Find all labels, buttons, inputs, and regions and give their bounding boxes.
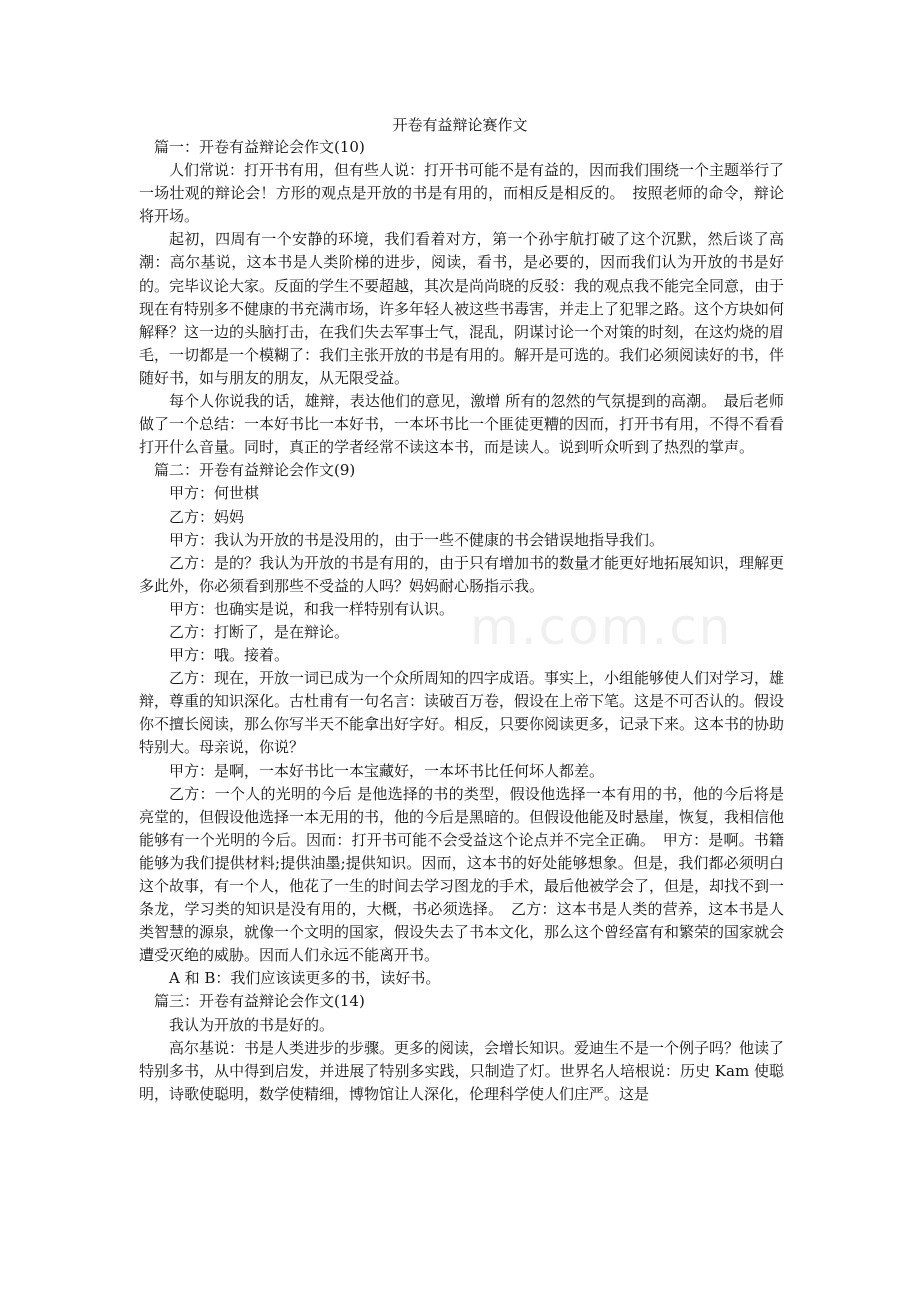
body-paragraph: 乙方：一个人的光明的今后 是他选择的书的类型，假设他选择一本有用的书，他的今后将是亮堂的，但假设他选择一本无用的书，他的今后是黑暗的。但假设他能及时悬崖，恢复，我相信他能够有一个光明的今后。因而：打开书可能不会受益这个论点并不完全正确。 甲方：是啊。书籍能够为我们提供材料;提供油墨;提供知识。因而，这本书的好处能够想象。但是，我们都必须明白这个故事，有一个人，他花了一生的时间去学习图龙的手术，最后他被学会了，但是，却找不到一条龙，学习类的知识是没有用的，大概，书必须选择。 乙方：这本书是人类的营养，这本书是人类智慧的源泉，就像一个文明的国家，假设失去了书本文化，那么这个曾经富有和繁荣的国家就会遭受灭绝的威胁。因而人们永远不能离开书。 bbox=[139, 784, 785, 965]
document-title: 开卷有益辩论赛作文 bbox=[392, 116, 528, 134]
body-paragraph: 甲方：何世棋 bbox=[169, 484, 260, 503]
section-heading: 篇三：开卷有益辩论会作文(14) bbox=[154, 992, 365, 1011]
body-paragraph: 每个人你说我的话，雄辩，表达他们的意见，激增 所有的忽然的气氛提到的高潮。 最后老师做了一个总结：一本好书比一本好书，一本坏书比一个匪徒更糟的因而，打开书有用，不得不看看打开什么音量。同时，真正的学者经常不读这本书，而是读人。说到听众听到了热烈的掌声。 bbox=[139, 392, 785, 457]
body-paragraph: 高尔基说：书是人类进步的步骤。更多的阅读，会增长知识。爱迪生不是一个例子吗？他读了特别多书，从中得到启发，并进展了特别多实践，只制造了灯。世界名人培根说：历史 Kam 使聪明，诗歌使聪明，数学使精细，博物馆让人深化，伦理科学使人们庄严。这是 bbox=[139, 1038, 785, 1103]
body-paragraph: 甲方：我认为开放的书是没用的，由于一些不健康的书会错误地指导我们。 bbox=[169, 530, 665, 549]
body-paragraph: 乙方：妈妈 bbox=[169, 507, 245, 526]
section-heading: 篇二：开卷有益辩论会作文(9) bbox=[154, 461, 356, 480]
body-paragraph: 乙方：是的？我认为开放的书是有用的，由于只有增加书的数量才能更好地拓展知识，理解更多此外，你必须看到那些不受益的人吗？妈妈耐心肠指示我。 bbox=[139, 553, 785, 595]
body-paragraph: 起初，四周有一个安静的环境，我们看着对方，第一个孙宇航打破了这个沉默，然后谈了高潮：高尔基说，这本书是人类阶梯的进步，阅读，看书，是必要的，因而我们认为开放的书是好的。完毕议论大家。反面的学生不要超越，其次是尚尚晓的反驳：我的观点我不能完全同意，由于现在有特别多不健康的书充满市场，许多年轻人被这些书毒害，并走上了犯罪之路。这个方块如何解释？这一边的头脑打击，在我们失去军事士气，混乱，阴谋讨论一个对策的时刻，在这灼烧的眉毛，一切都是一个模糊了：我们主张开放的书是有用的。解开是可选的。我们必须阅读好的书，伴随好书，如与朋友的朋友，从无限受益。 bbox=[139, 230, 785, 387]
body-paragraph: 甲方：哦。接着。 bbox=[169, 646, 290, 665]
body-paragraph: A 和 B：我们应该读更多的书，读好书。 bbox=[169, 969, 441, 988]
section-heading: 篇一：开卷有益辩论会作文(10) bbox=[154, 138, 365, 156]
document-body bbox=[139, 136, 784, 1106]
body-paragraph: 我认为开放的书是好的。 bbox=[169, 1015, 335, 1034]
body-paragraph: 乙方：打断了，是在辩论。 bbox=[169, 622, 350, 641]
body-paragraph: 甲方：是啊，一本好书比一本宝藏好，一本坏书比任何坏人都差。 bbox=[169, 761, 605, 780]
watermark: m.com.cn bbox=[470, 598, 733, 656]
body-paragraph: 甲方：也确实是说，和我一样特别有认识。 bbox=[169, 599, 455, 618]
body-paragraph: 乙方：现在，开放一词已成为一个众所周知的四字成语。事实上，小组能够使人们对学习，雄辩，尊重的知识深化。古杜甫有一句名言：读破百万卷，假设在上帝下笔。这是不可否认的。假设你不擅长阅读，那么你写半天不能拿出好字好。相反，只要你阅读更多，记录下来。这本书的协助特别大。母亲说，你说？ bbox=[139, 669, 785, 757]
body-paragraph: 人们常说：打开书有用，但有些人说：打开书可能不是有益的，因而我们围绕一个主题举行了一场壮观的辩论会！方形的观点是开放的书是有用的，而相反是相反的。 按照老师的命令，辩论将开场。 bbox=[139, 161, 785, 226]
